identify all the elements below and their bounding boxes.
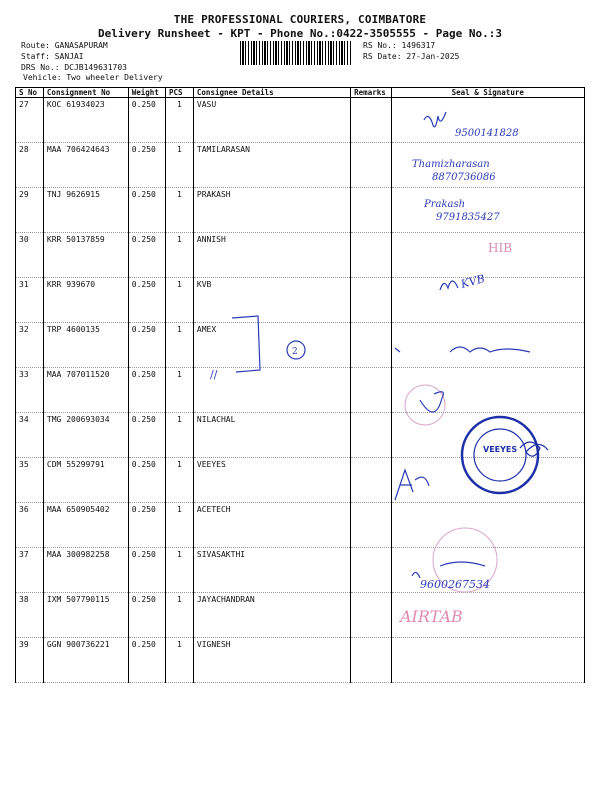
table-row — [16, 188, 585, 233]
table-row — [16, 548, 585, 593]
table-row — [16, 323, 585, 368]
cell-consignment-no: MAA 707011520 — [43, 368, 128, 413]
table-row — [16, 368, 585, 413]
col-header-seal-signature: Seal & Signature — [391, 88, 585, 98]
col-header-weight: Weight — [128, 88, 165, 98]
document-subtitle: Delivery Runsheet - KPT - Phone No.:0422-3505555 - Page No.:3 — [98, 27, 502, 40]
cell-pcs: 1 — [165, 593, 193, 638]
table-row — [16, 98, 585, 143]
cell-signature — [391, 143, 585, 188]
cell-sno: 31 — [16, 278, 44, 323]
cell-consignment-no: MAA 706424643 — [43, 143, 128, 188]
cell-sno: 37 — [16, 548, 44, 593]
table-row — [16, 143, 585, 188]
cell-signature — [391, 368, 585, 413]
handwritten-mark-30: HIB — [488, 241, 513, 255]
cell-consignment-no: IXM 507790115 — [43, 593, 128, 638]
handwritten-phone-29: 9791835427 — [436, 212, 500, 223]
cell-sno: 30 — [16, 233, 44, 278]
cell-weight: 0.250 — [128, 593, 165, 638]
cell-weight: 0.250 — [128, 458, 165, 503]
cell-pcs: 1 — [165, 98, 193, 143]
cell-remarks — [351, 548, 391, 593]
table-row — [16, 278, 585, 323]
cell-signature — [391, 503, 585, 548]
cell-consignee: AMEX — [193, 323, 350, 368]
cell-remarks — [351, 323, 391, 368]
vehicle-label: Vehicle: Two wheeler Delivery — [23, 73, 163, 82]
rs-number: RS No.: 1496317 — [363, 41, 436, 50]
cell-consignment-no: CDM 55299791 — [43, 458, 128, 503]
handwritten-mark-39: AIRTAB — [400, 607, 463, 626]
cell-signature — [391, 98, 585, 143]
cell-weight: 0.250 — [128, 188, 165, 233]
cell-pcs: 1 — [165, 368, 193, 413]
cell-consignee: JAYACHANDRAN — [193, 593, 350, 638]
cell-weight: 0.250 — [128, 278, 165, 323]
cell-sno: 28 — [16, 143, 44, 188]
barcode — [240, 41, 352, 65]
cell-signature — [391, 233, 585, 278]
col-header-consignee: Consignee Details — [193, 88, 350, 98]
cell-signature — [391, 188, 585, 233]
staff-label: Staff: SANJAI — [21, 52, 84, 61]
cell-consignment-no: GGN 900736221 — [43, 638, 128, 683]
cell-consignment-no: TRP 4600135 — [43, 323, 128, 368]
runsheet-table — [15, 87, 585, 683]
cell-signature — [391, 593, 585, 638]
cell-remarks — [351, 593, 391, 638]
cell-pcs: 1 — [165, 188, 193, 233]
cell-sno: 38 — [16, 593, 44, 638]
cell-sno: 27 — [16, 98, 44, 143]
cell-pcs: 1 — [165, 323, 193, 368]
col-header-pcs: PCS — [165, 88, 193, 98]
cell-sno: 29 — [16, 188, 44, 233]
cell-signature — [391, 548, 585, 593]
cell-consignment-no: KRR 50137859 — [43, 233, 128, 278]
table-row — [16, 233, 585, 278]
handwritten-name-29: Prakash — [424, 199, 466, 210]
col-header-sno: S No — [16, 88, 44, 98]
cell-sno: 32 — [16, 323, 44, 368]
cell-signature — [391, 278, 585, 323]
cell-pcs: 1 — [165, 143, 193, 188]
cell-weight: 0.250 — [128, 368, 165, 413]
cell-consignment-no: KRR 939670 — [43, 278, 128, 323]
cell-weight: 0.250 — [128, 323, 165, 368]
cell-consignee: KVB — [193, 278, 350, 323]
handwritten-phone-28: 8870736086 — [432, 172, 496, 183]
circle-number: 2 — [292, 347, 298, 357]
cell-weight: 0.250 — [128, 503, 165, 548]
cell-consignment-no: TNJ 9626915 — [43, 188, 128, 233]
cell-sno: 39 — [16, 638, 44, 683]
table-header-row — [16, 88, 585, 98]
cell-remarks — [351, 98, 391, 143]
cell-consignee: ANNISH — [193, 233, 350, 278]
cell-sno: 33 — [16, 368, 44, 413]
cell-consignee: VIGNESH — [193, 638, 350, 683]
cell-weight: 0.250 — [128, 98, 165, 143]
cell-pcs: 1 — [165, 413, 193, 458]
cell-signature — [391, 323, 585, 368]
cell-consignment-no: TMG 200693034 — [43, 413, 128, 458]
cell-remarks — [351, 143, 391, 188]
cell-consignment-no: MAA 300982258 — [43, 548, 128, 593]
cell-sno: 34 — [16, 413, 44, 458]
cell-signature — [391, 638, 585, 683]
drs-number: DRS No.: DCJB149631703 — [21, 63, 127, 72]
cell-consignment-no: MAA 650905402 — [43, 503, 128, 548]
cell-remarks — [351, 368, 391, 413]
cell-consignment-no: KOC 61934023 — [43, 98, 128, 143]
slash-mark: // — [210, 368, 218, 381]
cell-weight: 0.250 — [128, 233, 165, 278]
col-header-consignment: Consignment No — [43, 88, 128, 98]
cell-remarks — [351, 638, 391, 683]
cell-pcs: 1 — [165, 638, 193, 683]
cell-sno: 35 — [16, 458, 44, 503]
handwritten-phone-38: 9600267534 — [420, 578, 490, 591]
col-header-remarks: Remarks — [351, 88, 391, 98]
cell-pcs: 1 — [165, 458, 193, 503]
cell-consignee: NILACHAL — [193, 413, 350, 458]
cell-consignee: VASU — [193, 98, 350, 143]
cell-weight: 0.250 — [128, 638, 165, 683]
cell-consignee: ACETECH — [193, 503, 350, 548]
route-label: Route: GANASAPURAM — [21, 41, 108, 50]
handwritten-kvb-31: KVB — [459, 272, 487, 291]
cell-remarks — [351, 278, 391, 323]
cell-weight: 0.250 — [128, 143, 165, 188]
cell-remarks — [351, 188, 391, 233]
cell-pcs: 1 — [165, 548, 193, 593]
cell-consignee: PRAKASH — [193, 188, 350, 233]
cell-remarks — [351, 233, 391, 278]
cell-remarks — [351, 503, 391, 548]
cell-signature — [391, 458, 585, 503]
table-row — [16, 638, 585, 683]
table-row — [16, 503, 585, 548]
cell-consignee — [193, 368, 350, 413]
cell-pcs: 1 — [165, 278, 193, 323]
cell-weight: 0.250 — [128, 548, 165, 593]
cell-pcs: 1 — [165, 233, 193, 278]
cell-sno: 36 — [16, 503, 44, 548]
handwritten-name-28: Thamizharasan — [412, 159, 490, 170]
cell-pcs: 1 — [165, 503, 193, 548]
table-row — [16, 413, 585, 458]
handwritten-phone-27: 9500141828 — [455, 128, 519, 139]
table-row — [16, 458, 585, 503]
document-title: THE PROFESSIONAL COURIERS, COIMBATORE — [173, 13, 427, 26]
cell-signature — [391, 413, 585, 458]
rs-date: RS Date: 27-Jan-2025 — [363, 52, 460, 61]
cell-remarks — [351, 458, 391, 503]
cell-consignee: SIVASAKTHI — [193, 548, 350, 593]
cell-consignee: TAMILARASAN — [193, 143, 350, 188]
cell-consignee: VEEYES — [193, 458, 350, 503]
cell-remarks — [351, 413, 391, 458]
cell-weight: 0.250 — [128, 413, 165, 458]
stamp-center-text: VEEYES — [483, 445, 518, 454]
table-row — [16, 593, 585, 638]
